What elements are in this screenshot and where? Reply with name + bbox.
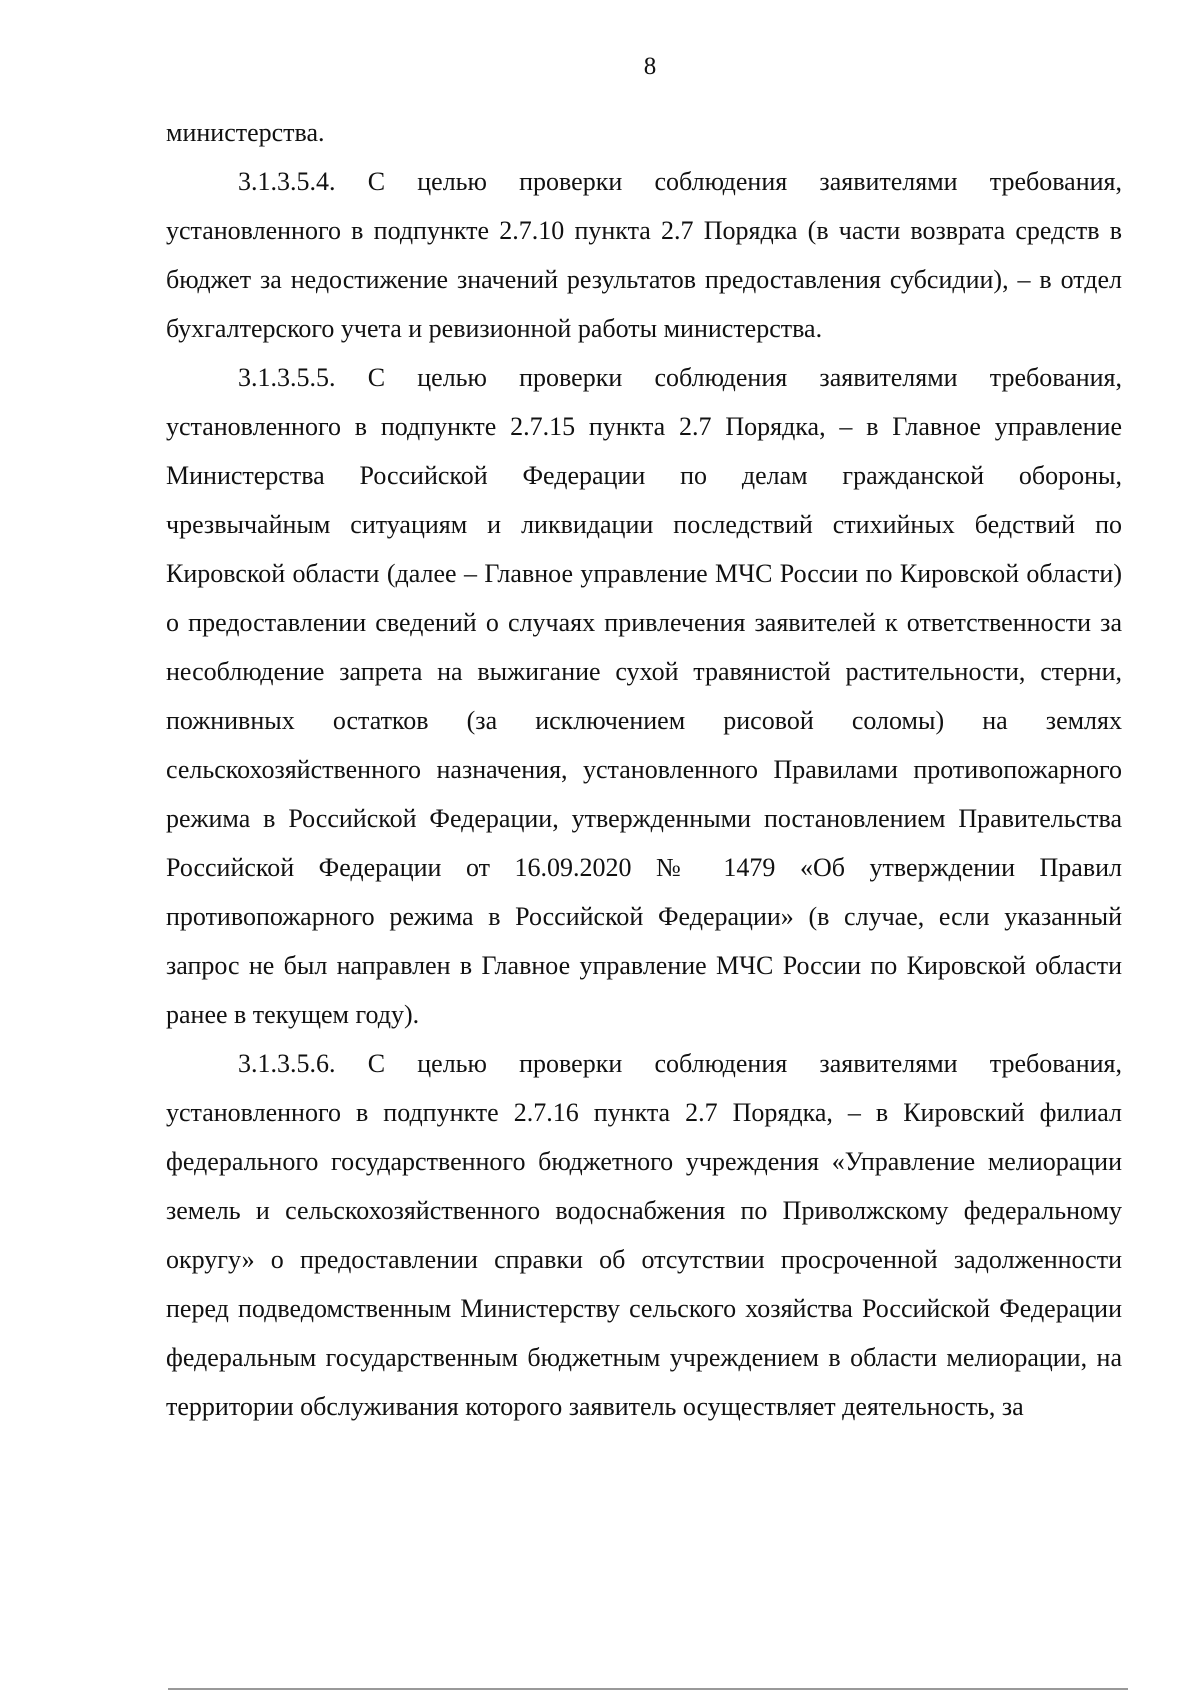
- paragraph-3-1-3-5-4: 3.1.3.5.4. С целью проверки соблюдения заявителями требования, установленного в подпункте 2.7.10 пункта 2.7 Порядка (в части возврата средств в бюджет за недостижение значений результатов предоставления субсидии), – в отдел бухгалтерского учета и ревизионной работы министерства.: [166, 167, 1122, 343]
- paragraph-3-1-3-5-5: 3.1.3.5.5. С целью проверки соблюдения заявителями требования, установленного в подпункте 2.7.15 пункта 2.7 Порядка, – в Главное управление Министерства Российской Федерации по делам гражданской обороны, чрезвычайным ситуациям и ликвидации последствий стихийных бедствий по Кировской области (далее – Главное управление МЧС России по Кировской области) о предоставлении сведений о случаях привлечения заявителей к ответственности за несоблюдение запрета на выжигание сухой травянистой растительности, стерни, пожнивных остатков (за исключением рисовой соломы) на землях сельскохозяйственного назначения, установленного Правилами противопожарного режима в Российской Федерации, утвержденными постановлением Правительства Российской Федерации от 16.09.2020 № 1479 «Об утверждении Правил противопожарного режима в Российской Федерации» (в случае, если указанный запрос не был направлен в Главное управление МЧС России по Кировской области ранее в текущем году).: [166, 363, 1122, 1029]
- document-body: [166, 108, 1122, 1431]
- paragraph-continuation: министерства.: [166, 118, 325, 147]
- page-number: 8: [643, 53, 657, 80]
- scan-edge-line: [168, 1688, 1128, 1690]
- paragraph-3-1-3-5-6: 3.1.3.5.6. С целью проверки соблюдения заявителями требования, установленного в подпункте 2.7.16 пункта 2.7 Порядка, – в Кировский филиал федерального государственного бюджетного учреждения «Управление мелиорации земель и сельскохозяйственного водоснабжения по Приволжскому федеральному округу» о предоставлении справки об отсутствии просроченной задолженности перед подведомственным Министерству сельского хозяйства Российской Федерации федеральным государственным бюджетным учреждением в области мелиорации, на территории обслуживания которого заявитель осуществляет деятельность, за: [166, 1049, 1122, 1421]
